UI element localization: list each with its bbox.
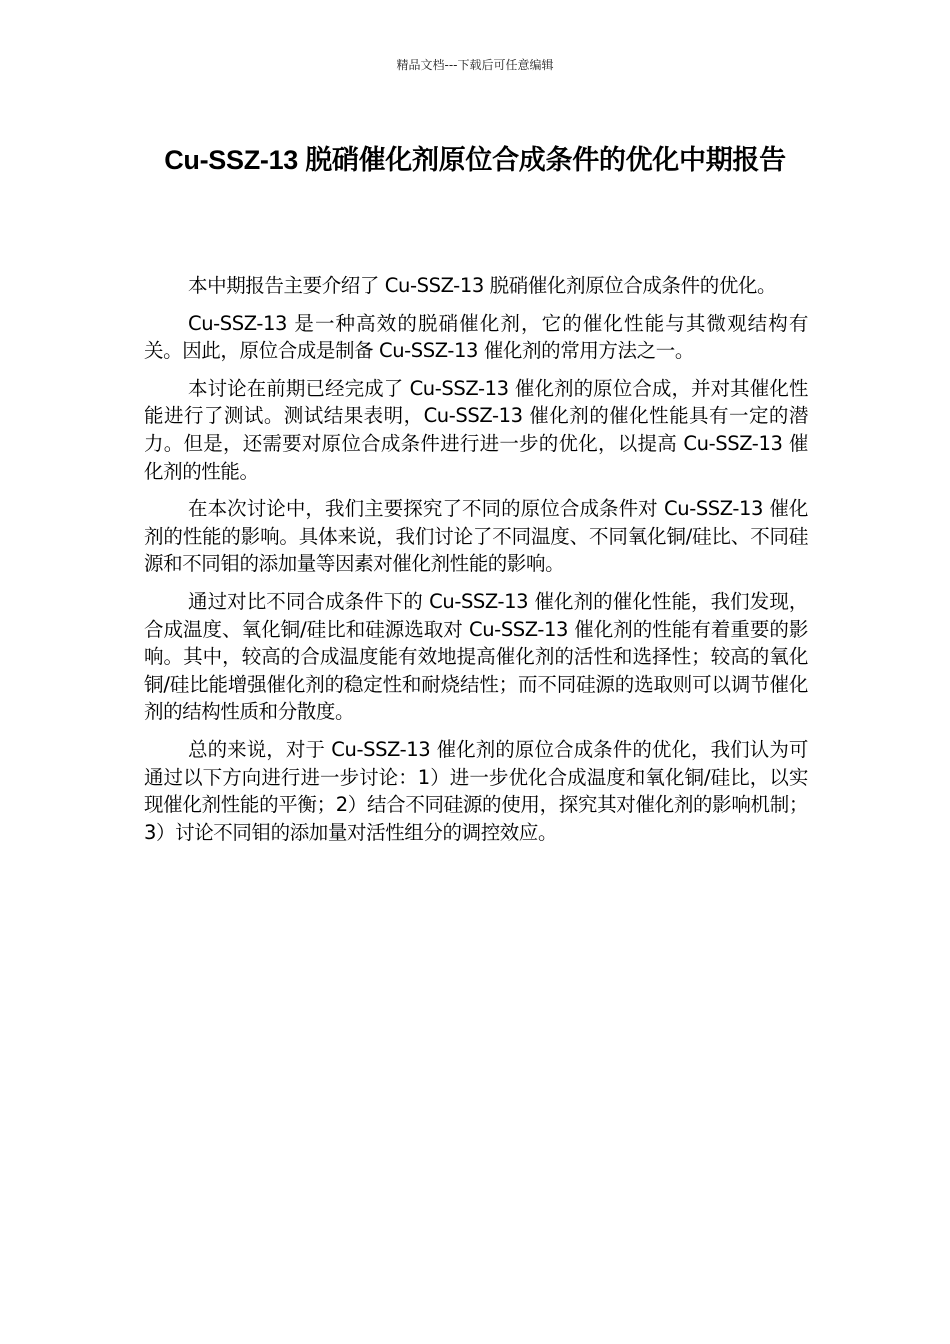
paragraph-5: 通过对比不同合成条件下的 Cu-SSZ-13 催化剂的催化性能，我们发现，合成温度、氧化铜/硅比和硅源选取对 Cu-SSZ-13 催化剂的性能有着重要的影响。其中，较高的合成温度能有效地提高催化剂的活性和选择性；较高的氧化铜/硅比能增强催化剂的稳定性和耐烧结性；而不同硅源的选取则可以调节催化剂的结构性质和分散度。 [144,589,808,724]
paragraph-2: Cu-SSZ-13 是一种高效的脱硝催化剂，它的催化性能与其微观结构有关。因此，原位合成是制备 Cu-SSZ-13 催化剂的常用方法之一。 [144,311,808,363]
paragraph-4: 在本次讨论中，我们主要探究了不同的原位合成条件对 Cu-SSZ-13 催化剂的性能的影响。具体来说，我们讨论了不同温度、不同氧化铜/硅比、不同硅源和不同钼的添加量等因素对催化剂性能的影响。 [144,497,808,576]
page-header: 精品文档---下载后可任意编辑 [396,58,554,72]
paragraph-1: 本中期报告主要介绍了 Cu-SSZ-13 脱硝催化剂原位合成条件的优化。 [188,274,777,297]
paragraph-3: 本讨论在前期已经完成了 Cu-SSZ-13 催化剂的原位合成，并对其催化性能进行了测试。测试结果表明，Cu-SSZ-13 催化剂的催化性能具有一定的潜力。但是，还需要对原位合成条件进行进一步的优化，以提高 Cu-SSZ-13 催化剂的性能。 [144,376,808,483]
document-title: Cu-SSZ-13 脱硝催化剂原位合成条件的优化中期报告 [164,145,786,175]
document-body [144,272,808,856]
paragraph-6: 总的来说，对于 Cu-SSZ-13 催化剂的原位合成条件的优化，我们认为可通过以下方向进行进一步讨论：1）进一步优化合成温度和氧化铜/硅比，以实现催化剂性能的平衡；2）结合不同硅源的使用，探究其对催化剂的影响机制；3）讨论不同钼的添加量对活性组分的调控效应。 [144,737,808,844]
